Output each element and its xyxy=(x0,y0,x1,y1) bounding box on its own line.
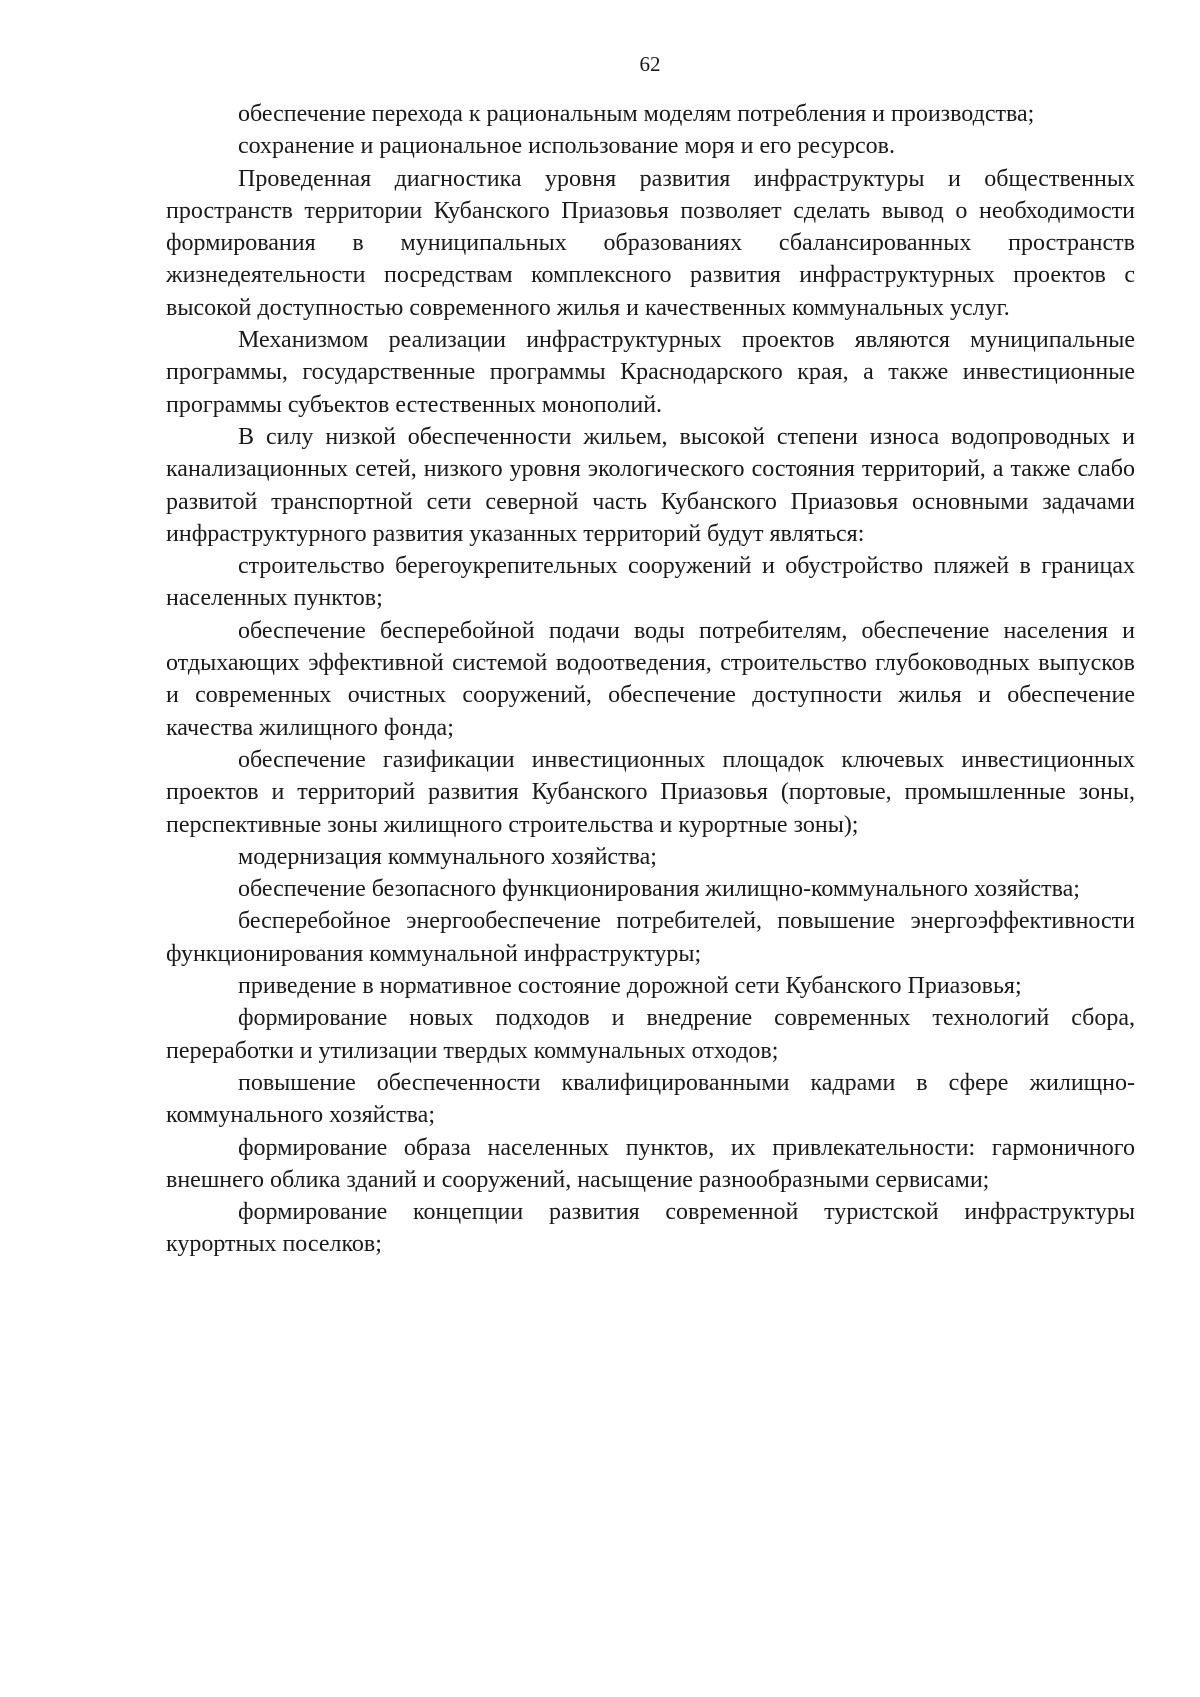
page-number: 62 xyxy=(639,52,661,76)
list-item-gasification: обеспечение газификации инвестиционных площадок ключевых инвестиционных проектов и территорий развития Кубанского Приазовья (портовые, промышленные зоны, перспективные зоны жилищного строительства и курортные зоны); xyxy=(166,746,1135,838)
paragraph-diagnostics: Проведенная диагностика уровня развития инфраструктуры и общественных пространств территории Кубанского Приазовья позволяет сделать вывод о необходимости формирования в муниципальных образованиях сбалансированных пространств жизнедеятельности посредствам комплексного развития инфраструктурных проектов с высокой доступностью современного жилья и качественных коммунальных услуг. xyxy=(166,165,1135,321)
paragraph-main-tasks: В силу низкой обеспеченности жильем, высокой степени износа водопроводных и канализационных сетей, низкого уровня экологического состояния территорий, а также слабо развитой транспортной сети северной часть Кубанского Приазовья основными задачами инфраструктурного развития указанных территорий будут являться: xyxy=(166,423,1135,547)
paragraph-mechanism: Механизмом реализации инфраструктурных проектов являются муниципальные программы, государственные программы Краснодарского края, а также инвестиционные программы субъектов естественных монополий. xyxy=(166,327,1135,418)
paragraph-sea-resources: сохранение и рациональное использование моря и его ресурсов. xyxy=(238,133,895,160)
list-item-settlement-image: формирование образа населенных пунктов, их привлекательности: гармоничного внешнего облика зданий и сооружений, насыщение разнообразными сервисами; xyxy=(166,1134,1135,1193)
list-item-waste-management: формирование новых подходов и внедрение современных технологий сбора, переработки и утилизации твердых коммунальных отходов; xyxy=(166,1005,1135,1064)
list-item-qualified-staff: повышение обеспеченности квалифицированными кадрами в сфере жилищно-коммунального хозяйства; xyxy=(166,1069,1135,1129)
paragraph-consumption-models: обеспечение перехода к рациональным моделям потребления и производства; xyxy=(238,101,1035,127)
list-item-road-network: приведение в нормативное состояние дорожной сети Кубанского Приазовья; xyxy=(238,973,1022,1000)
list-item-safe-operation: обеспечение безопасного функционирования жилищно-коммунального хозяйства; xyxy=(238,876,1080,903)
list-item-utility-modernization: модернизация коммунального хозяйства; xyxy=(238,843,657,870)
list-item-shore-protection: строительство берегоукрепительных сооружений и обустройство пляжей в границах населенных пунктов; xyxy=(166,553,1135,612)
list-item-energy-supply: бесперебойное энергообеспечение потребителей, повышение энергоэффективности функционирования коммунальной инфраструктуры; xyxy=(166,908,1135,967)
list-item-water-supply: обеспечение бесперебойной подачи воды потребителям, обеспечение населения и отдыхающих эффективной системой водоотведения, строительство глубоководных выпусков и современных очистных сооружений, обеспечение доступности жилья и обеспечение качества жилищного фонда; xyxy=(166,617,1135,741)
list-item-tourism-concept: формирование концепции развития современной туристской инфраструктуры курортных поселков; xyxy=(166,1199,1135,1258)
body-text xyxy=(166,98,1135,1261)
